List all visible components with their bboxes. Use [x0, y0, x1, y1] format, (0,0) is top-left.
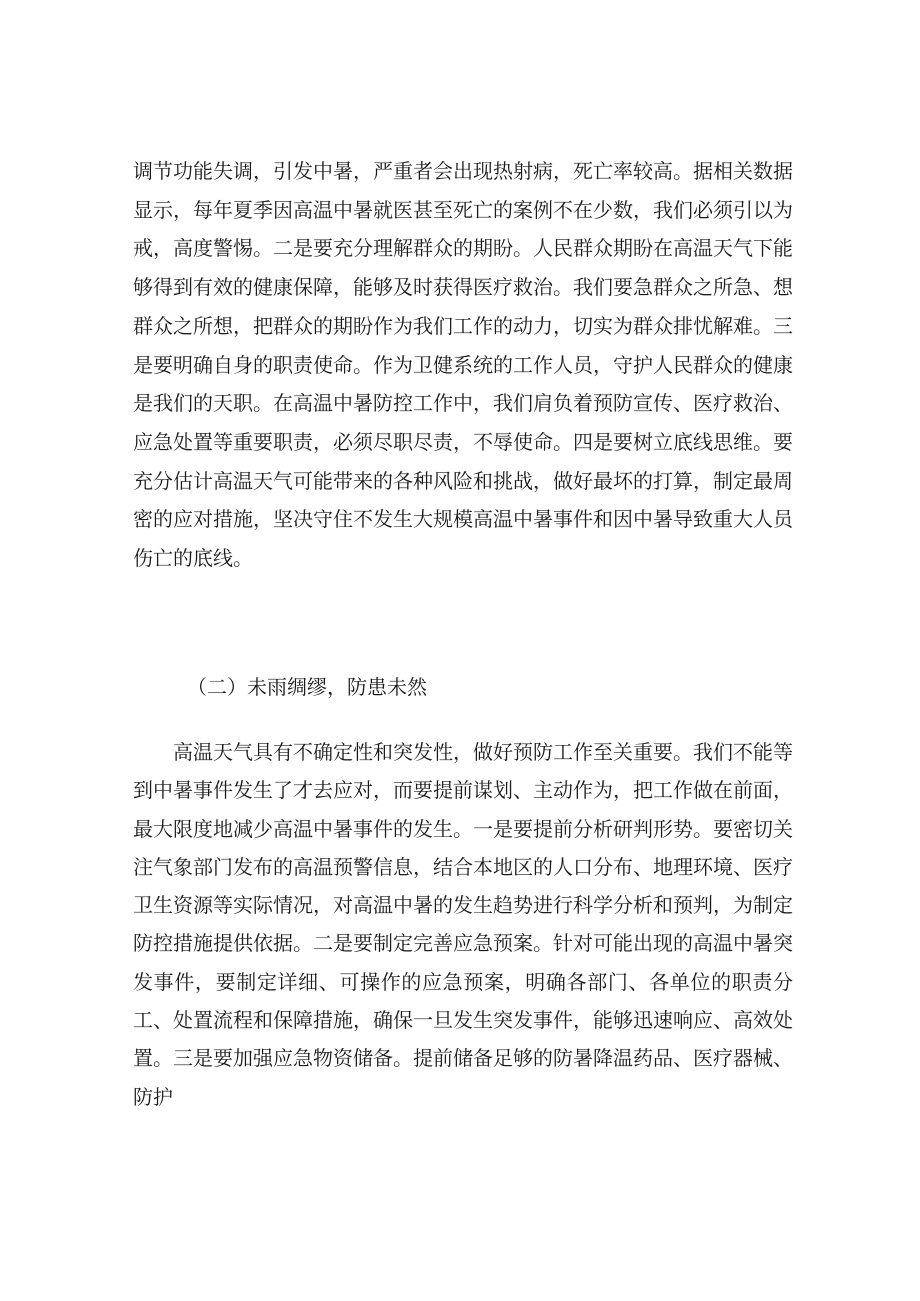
- paragraph-text: 调节功能失调，引发中暑，严重者会出现热射病，死亡率较高。据相关数据显示，每年夏季因高温中暑就医甚至死亡的案例不在少数，我们必须引以为戒，高度警惕。二是要充分理解群众的期盼。人民群众期盼在高温天气下能够得到有效的健康保障，能够及时获得医疗救治。我们要急群众之所急、想群众之所想，把群众的期盼作为我们工作的动力，切实为群众排忧解难。三是要明确自身的职责使命。作为卫健系统的工作人员，守护人民群众的健康是我们的天职。在高温中暑防控工作中，我们肩负着预防宣传、医疗救治、应急处置等重要职责，必须尽职尽责，不辱使命。四是要树立底线思维。要充分估计高温天气可能带来的各种风险和挑战，做好最坏的打算，制定最周密的应对措施，坚决守住不发生大规模高温中暑事件和因中暑导致重大人员伤亡的底线。: [133, 159, 793, 571]
- body-paragraph-1: [133, 152, 793, 578]
- paragraph-text: 高温天气具有不确定性和突发性，做好预防工作至关重要。我们不能等到中暑事件发生了才去应对，而要提前谋划、主动作为，把工作做在前面，最大限度地减少高温中暑事件的发生。一是要提前分析研判形势。要密切关注气象部门发布的高温预警信息，结合本地区的人口分布、地理环境、医疗卫生资源等实际情况，对高温中暑的发生趋势进行科学分析和预判，为制定防控措施提供依据。二是要制定完善应急预案。针对可能出现的高温中暑突发事件，要制定详细、可操作的应急预案，明确各部门、各单位的职责分工、处置流程和保障措施，确保一旦发生突发事件，能够迅速响应、高效处置。三是要加强应急物资储备。提前储备足够的防暑降温药品、医疗器械、防护: [133, 740, 793, 1109]
- section-heading-text: （二）未雨绸缪，防患未然: [187, 675, 427, 699]
- body-paragraph-2: [133, 733, 793, 1116]
- section-heading: [187, 672, 687, 702]
